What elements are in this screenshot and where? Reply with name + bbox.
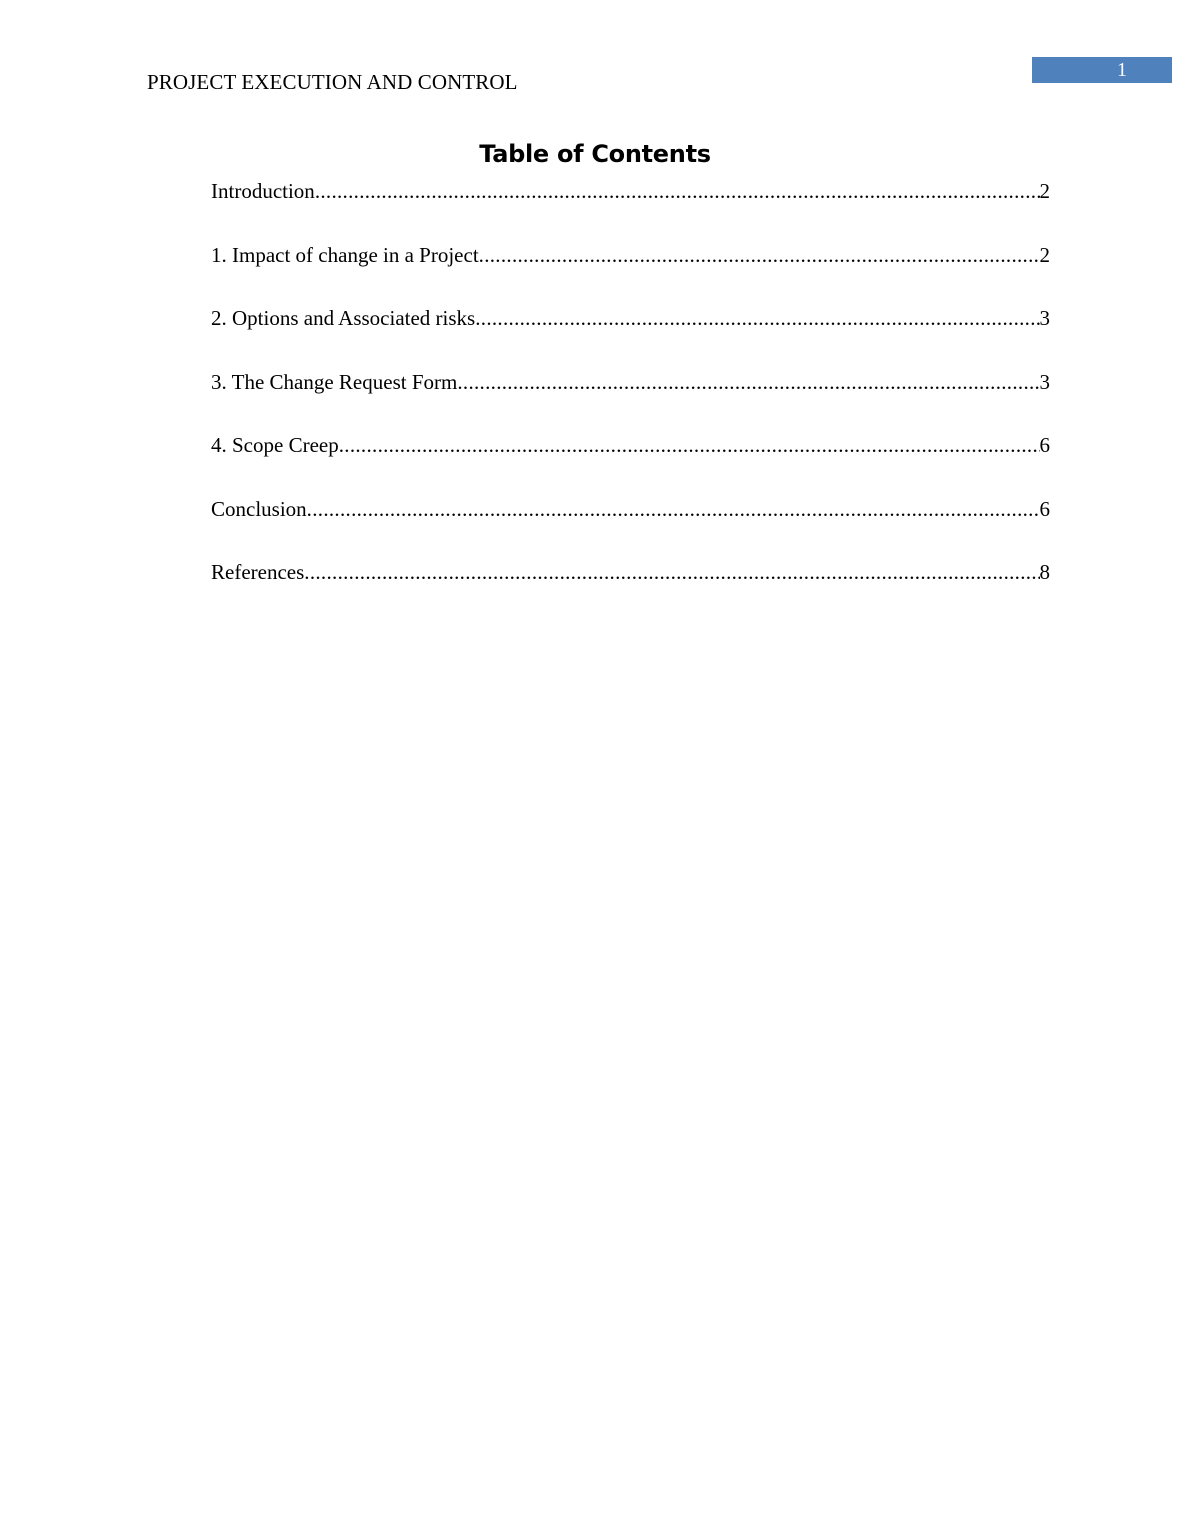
toc-entry-introduction[interactable]: [211, 177, 1050, 241]
running-header-title: PROJECT EXECUTION AND CONTROL: [147, 70, 518, 94]
toc-entry-change-request-form[interactable]: [211, 368, 1050, 432]
toc-entry-page: 3: [1039, 369, 1050, 394]
dot-leader: [457, 368, 1039, 396]
toc-entry-page: 8: [1039, 560, 1050, 584]
toc-entry-page: 6: [1039, 496, 1050, 521]
toc-entry-label: Introduction: [211, 179, 315, 203]
page-number-badge: 1: [1032, 57, 1172, 83]
toc-entry-page: 2: [1039, 242, 1050, 267]
toc-entry-label: References: [211, 560, 305, 584]
toc-entry-impact-of-change[interactable]: [211, 241, 1050, 305]
toc-entry-page: 6: [1039, 433, 1050, 457]
toc-entry-label: 4. Scope Creep: [211, 433, 339, 457]
table-of-contents: [211, 177, 1050, 622]
toc-entry-options-and-risks[interactable]: [211, 304, 1050, 368]
toc-entry-references[interactable]: [211, 558, 1050, 622]
toc-entry-page: 2: [1039, 179, 1050, 203]
dot-leader: [475, 304, 1039, 332]
toc-entry-label: Conclusion: [211, 496, 307, 521]
dot-leader: [339, 431, 1040, 459]
toc-entry-page: 3: [1039, 306, 1050, 330]
toc-entry-label: 1. Impact of change in a Project: [211, 242, 479, 267]
toc-entry-label: 3. The Change Request Form: [211, 369, 458, 394]
dot-leader: [315, 177, 1040, 205]
dot-leader: [307, 495, 1040, 523]
toc-entry-label: 2. Options and Associated risks: [211, 306, 476, 330]
dot-leader: [479, 241, 1040, 269]
toc-entry-scope-creep[interactable]: [211, 431, 1050, 495]
toc-entry-conclusion[interactable]: [211, 495, 1050, 559]
toc-heading: Table of Contents: [479, 140, 711, 168]
dot-leader: [304, 558, 1039, 586]
